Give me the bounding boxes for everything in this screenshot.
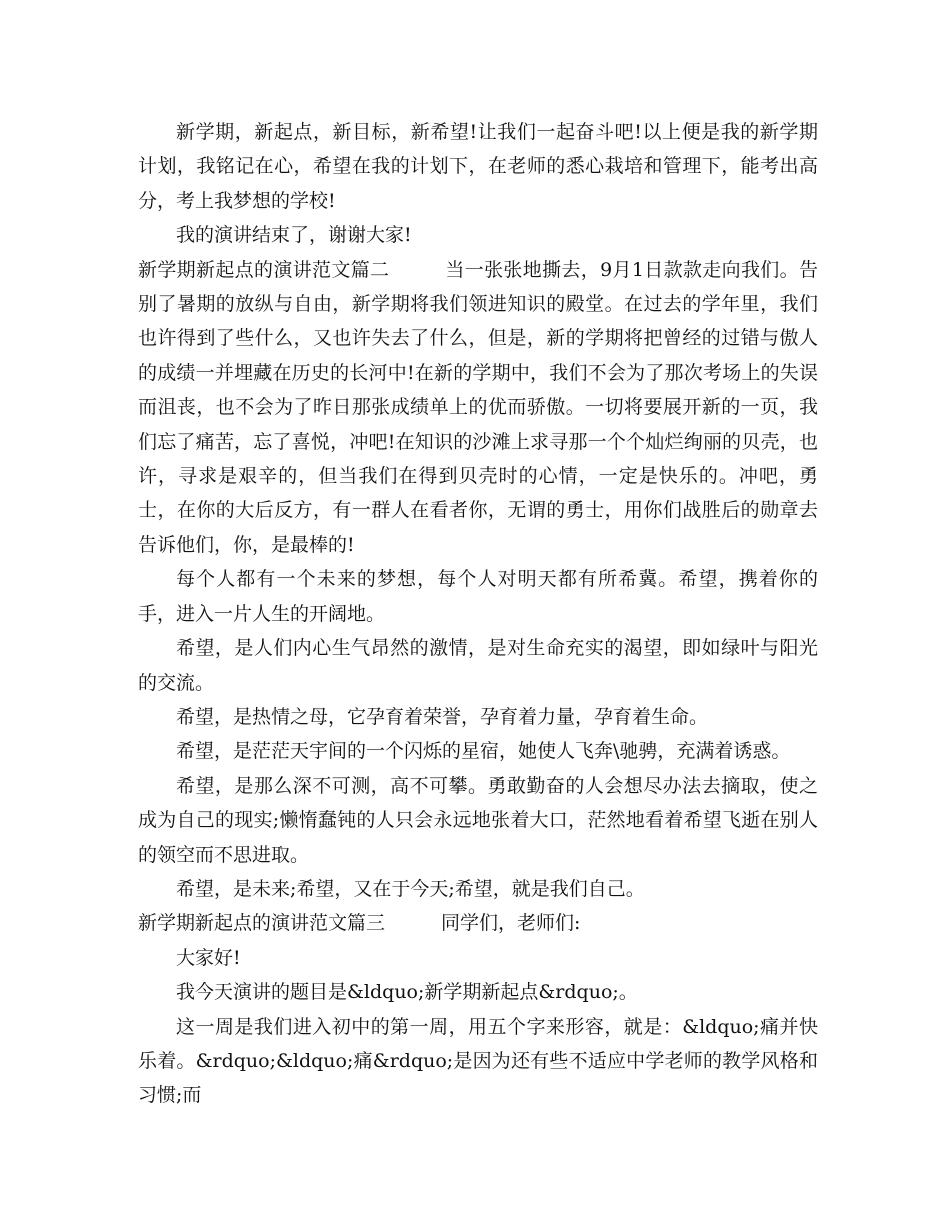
paragraph: 希望，是热情之母，它孕育着荣誉，孕育着力量，孕育着生命。 [176, 705, 709, 728]
section-heading: 新学期新起点的演讲范文篇二 [138, 258, 390, 281]
paragraph: 希望，是人们内心生气昂然的激情，是对生命充实的渴望，即如绿叶与阳光的交流。 [138, 637, 818, 694]
paragraph: 新学期，新起点，新目标，新希望!让我们一起奋斗吧!以上便是我的新学期计划，我铭记在心，希望在我的计划下，在老师的悉心栽培和管理下，能考出高分，考上我梦想的学校! [138, 121, 818, 212]
paragraph-text: 同学们，老师们: [441, 912, 581, 935]
paragraph: 我的演讲结束了，谢谢大家! [176, 224, 412, 247]
paragraph: 希望，是茫茫天宇间的一个闪烁的星宿，她使人飞奔\驰骋，充满着诱惑。 [176, 740, 791, 763]
paragraph: 我今天演讲的题目是&ldquo;新学期新起点&rdquo;。 [176, 981, 638, 1004]
paragraph: 希望，是那么深不可测，高不可攀。勇敢勤奋的人会想尽办法去摘取，使之成为自己的现实;懒惰蠢钝的人只会永远地张着大口，茫然地看着希望飞逝在别人的领空而不思进取。 [138, 774, 818, 866]
paragraph-text: 当一张张地撕去，9月1日款款走向我们。告别了暑期的放纵与自由，新学期将我们领进知识的殿堂。在过去的学年里，我们也许得到了些什么，又也许失去了什么，但是，新的学期将把曾经的过错与傲人的成绩一并埋藏在历史的长河中!在新的学期中，我们不会为了那次考场上的失误而沮丧，也不会为了昨日那张成绩单上的优而骄傲。一切将要展开新的一页，我们忘了痛苦，忘了喜悦，冲吧!在知识的沙滩上求寻那一个个灿烂绚丽的贝壳，也许，寻求是艰辛的，但当我们在得到贝壳时的心情，一定是快乐的。冲吧，勇士，在你的大后反方，有一群人在看者你，无谓的勇士，用你们战胜后的勋章去告诉他们，你，是最棒的! [138, 258, 818, 556]
paragraph: 希望，是未来;希望，又在于今天;希望，就是我们自己。 [176, 877, 645, 900]
paragraph: 大家好! [176, 946, 241, 969]
section-paragraph [138, 253, 818, 563]
paragraph: 这一周是我们进入初中的第一周，用五个字来形容，就是：&ldquo;痛并快乐着。&rdquo;&ldquo;痛&rdquo;是因为还有些不适应中学老师的教学风格和习惯;而 [138, 1015, 818, 1107]
document-body [138, 115, 818, 1113]
paragraph: 每个人都有一个未来的梦想，每个人对明天都有所希冀。希望，携着你的手，进入一片人生的开阔地。 [138, 568, 818, 625]
section-heading: 新学期新起点的演讲范文篇三 [138, 912, 386, 935]
section-paragraph [138, 906, 818, 940]
